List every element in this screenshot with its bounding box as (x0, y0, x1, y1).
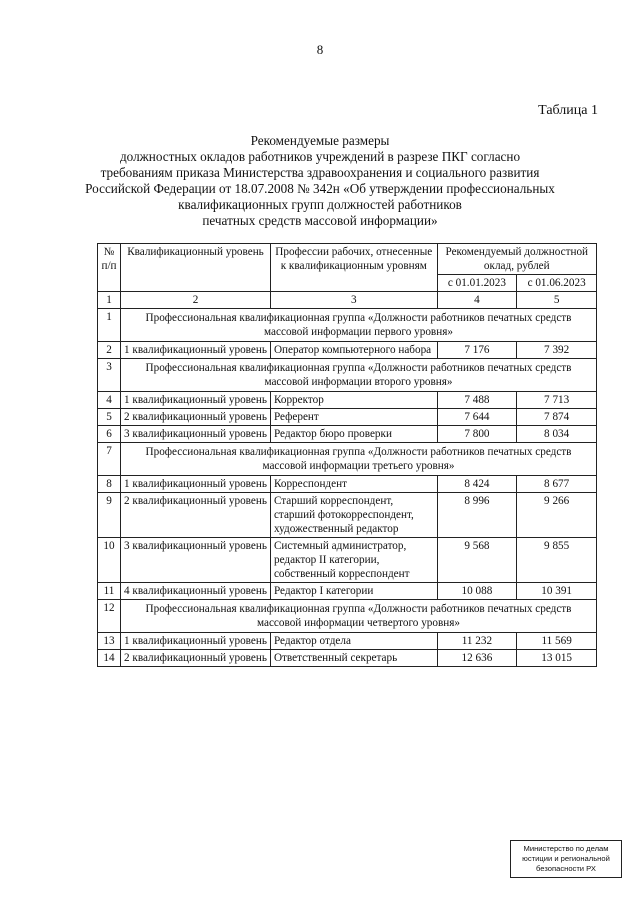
profession: Редактор отдела (270, 633, 437, 650)
row-number: 1 (98, 309, 121, 342)
group-row (98, 600, 597, 633)
column-numbers-row (98, 292, 597, 309)
header-salary: Рекомендуемый должностной оклад, рублей (437, 244, 596, 275)
salary-2023-06: 8 034 (517, 426, 597, 443)
profession: Референт (270, 409, 437, 426)
group-title: Профессиональная квалификационная группа «Должности работников печатных средств массовой информации третьего уровня» (121, 443, 597, 476)
row-number: 3 (98, 359, 121, 392)
profession: Корреспондент (270, 476, 437, 493)
document-title (80, 133, 560, 229)
salary-2023-06: 7 392 (517, 342, 597, 359)
row-number: 6 (98, 426, 121, 443)
profession: Старший корреспондент, старший фотокорреспондент, художественный редактор (270, 493, 437, 538)
title-line: печатных средств массовой информации» (202, 213, 438, 228)
profession: Системный администратор, редактор II категории, собственный корреспондент (270, 538, 437, 583)
profession: Корректор (270, 392, 437, 409)
table-row (98, 392, 597, 409)
qualification-level: 1 квалификационный уровень (121, 392, 271, 409)
table-row (98, 426, 597, 443)
salary-table (97, 243, 597, 667)
row-number: 5 (98, 409, 121, 426)
stamp-line: Министерство по делам (523, 844, 609, 853)
column-number: 4 (437, 292, 517, 309)
table-row (98, 342, 597, 359)
column-number: 3 (270, 292, 437, 309)
row-number: 7 (98, 443, 121, 476)
profession: Редактор I категории (270, 583, 437, 600)
qualification-level: 1 квалификационный уровень (121, 342, 271, 359)
table-row (98, 538, 597, 583)
row-number: 11 (98, 583, 121, 600)
salary-2023-06: 10 391 (517, 583, 597, 600)
salary-2023-01: 7 644 (437, 409, 517, 426)
row-number: 12 (98, 600, 121, 633)
title-line: квалификационных групп должностей работников (178, 197, 462, 212)
salary-2023-01: 11 232 (437, 633, 517, 650)
salary-2023-01: 7 800 (437, 426, 517, 443)
stamp-line: юстиции и региональной (522, 854, 610, 863)
salary-2023-06: 13 015 (517, 650, 597, 667)
table-label: Таблица 1 (538, 103, 598, 118)
table-row (98, 493, 597, 538)
row-number: 10 (98, 538, 121, 583)
title-line: должностных окладов работников учреждений в разрезе ПКГ согласно (119, 149, 521, 164)
column-number: 2 (121, 292, 271, 309)
qualification-level: 2 квалификационный уровень (121, 409, 271, 426)
salary-2023-06: 9 266 (517, 493, 597, 538)
qualification-level: 1 квалификационный уровень (121, 476, 271, 493)
salary-2023-01: 9 568 (437, 538, 517, 583)
salary-2023-01: 8 996 (437, 493, 517, 538)
salary-2023-01: 7 176 (437, 342, 517, 359)
row-number: 4 (98, 392, 121, 409)
row-number: 2 (98, 342, 121, 359)
header-num: № п/п (98, 244, 121, 292)
table-row (98, 633, 597, 650)
table-row (98, 583, 597, 600)
table-row (98, 409, 597, 426)
profession: Редактор бюро проверки (270, 426, 437, 443)
row-number: 13 (98, 633, 121, 650)
title-line: требованиям приказа Министерства здравоохранения и социального развития (100, 165, 540, 180)
table-row (98, 650, 597, 667)
salary-2023-06: 8 677 (517, 476, 597, 493)
group-title: Профессиональная квалификационная группа «Должности работников печатных средств массовой информации четвертого уровня» (121, 600, 597, 633)
group-row (98, 309, 597, 342)
salary-2023-01: 12 636 (437, 650, 517, 667)
group-row (98, 359, 597, 392)
salary-2023-06: 7 874 (517, 409, 597, 426)
title-line: Рекомендуемые размеры (250, 133, 390, 148)
page-number: 8 (316, 42, 324, 57)
column-number: 5 (517, 292, 597, 309)
salary-2023-06: 7 713 (517, 392, 597, 409)
row-number: 8 (98, 476, 121, 493)
group-title: Профессиональная квалификационная группа «Должности работников печатных средств массовой информации второго уровня» (121, 359, 597, 392)
qualification-level: 4 квалификационный уровень (121, 583, 271, 600)
salary-2023-01: 8 424 (437, 476, 517, 493)
title-line: Российской Федерации от 18.07.2008 № 342н «Об утверждении профессиональных (85, 181, 555, 196)
header-level: Квалификационный уровень (121, 244, 271, 292)
salary-2023-06: 9 855 (517, 538, 597, 583)
header-date-1: с 01.01.2023 (437, 275, 517, 292)
column-number: 1 (98, 292, 121, 309)
group-title: Профессиональная квалификационная группа «Должности работников печатных средств массовой информации первого уровня» (121, 309, 597, 342)
salary-2023-06: 11 569 (517, 633, 597, 650)
table-header-row (98, 244, 597, 275)
qualification-level: 2 квалификационный уровень (121, 493, 271, 538)
row-number: 14 (98, 650, 121, 667)
header-date-2: с 01.06.2023 (517, 275, 597, 292)
profession: Оператор компьютерного набора (270, 342, 437, 359)
qualification-level: 3 квалификационный уровень (121, 426, 271, 443)
qualification-level: 2 квалификационный уровень (121, 650, 271, 667)
qualification-level: 3 квалификационный уровень (121, 538, 271, 583)
stamp-line: безопасности РХ (536, 864, 596, 873)
salary-2023-01: 7 488 (437, 392, 517, 409)
row-number: 9 (98, 493, 121, 538)
profession: Ответственный секретарь (270, 650, 437, 667)
table-row (98, 476, 597, 493)
header-profession: Профессии рабочих, отнесенные к квалификационным уровням (270, 244, 437, 292)
salary-2023-01: 10 088 (437, 583, 517, 600)
ministry-stamp (510, 840, 622, 878)
qualification-level: 1 квалификационный уровень (121, 633, 271, 650)
group-row (98, 443, 597, 476)
